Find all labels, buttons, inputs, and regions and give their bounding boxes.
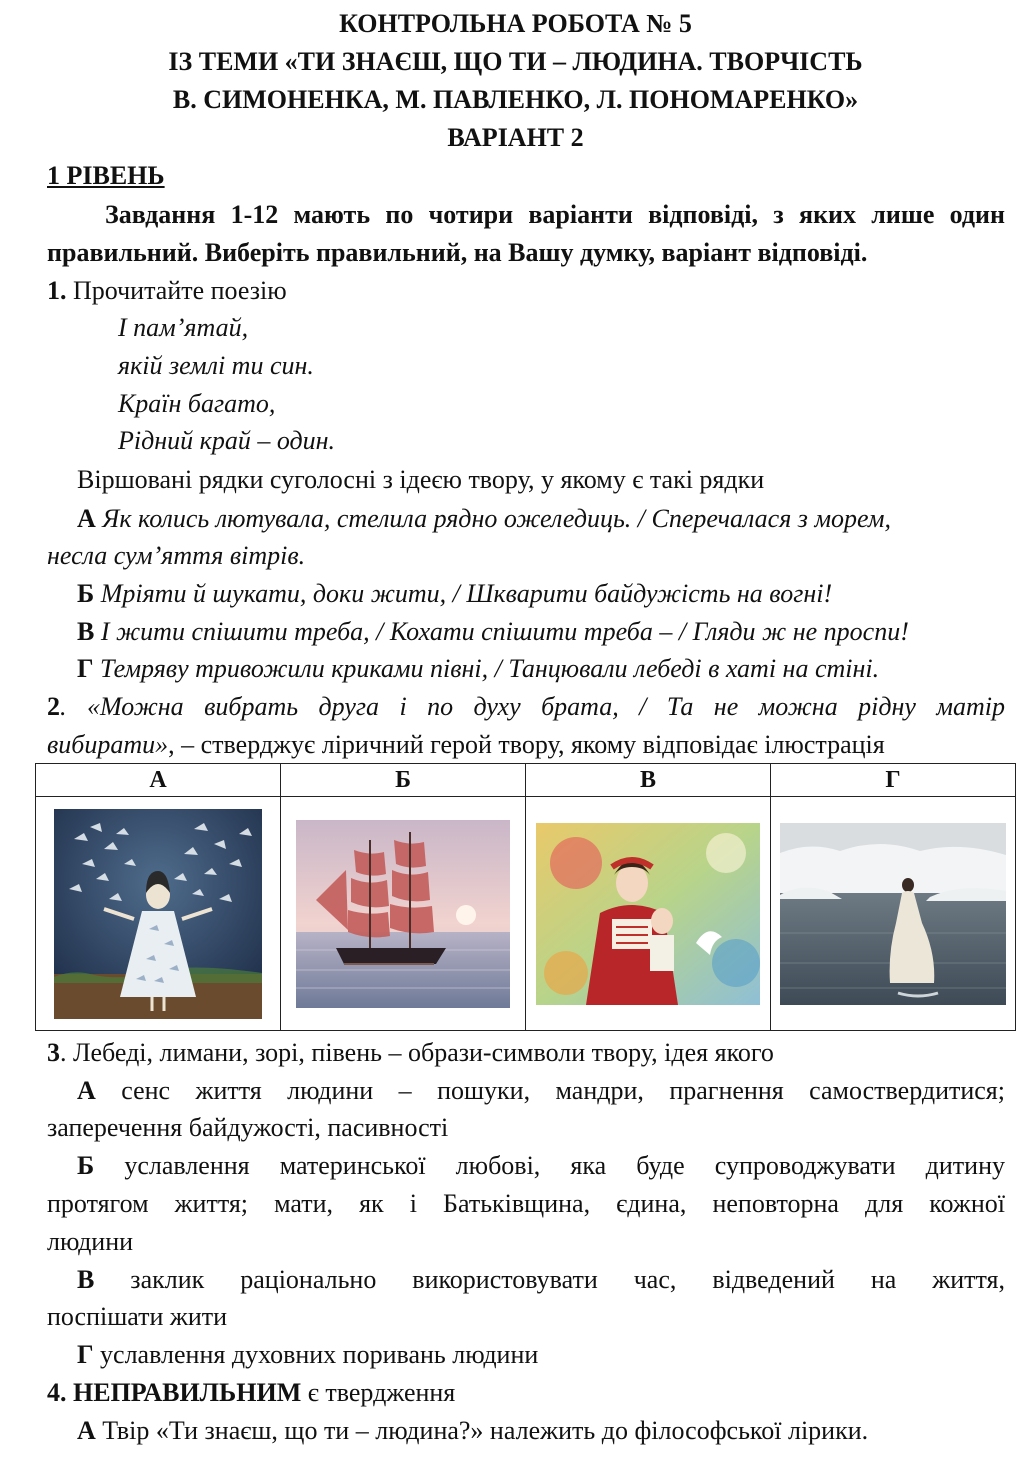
q4-stem-text: є твердження [301, 1378, 456, 1407]
q1-stem: Віршовані рядки суголосні з ідеєю твору, у якому є такі рядки [77, 465, 765, 494]
q1-option-a-text: Як колись лютувала, стелила рядно ожеледиць. / Сперечалася з морем, [95, 504, 892, 533]
q1-option-b-letter: Б [77, 579, 95, 608]
q3-option-b-line-1 [77, 1153, 1005, 1179]
column-a-header: А [36, 764, 281, 797]
illustration-cell-g[interactable] [771, 797, 1016, 1031]
q2-line-1-text [47, 694, 1005, 720]
q4-number: 4. НЕПРАВИЛЬНИМ [47, 1378, 302, 1407]
q3-option-b-line-2: протягом життя; мати, як і Батьківщина, єдина, неповторна для кожної [47, 1189, 1005, 1218]
q3-number: 3 [47, 1038, 60, 1067]
column-g-header: Г [771, 764, 1016, 797]
illustration-cell-a[interactable] [36, 797, 281, 1031]
title-line-4: ВАРІАНТ 2 [447, 123, 584, 152]
illustration-cell-v[interactable] [526, 797, 771, 1031]
q1-option-g-text: Темряву тривожили криками півні, / Танцювали лебеді в хаті на стіні. [93, 654, 880, 683]
q3-stem [47, 1040, 774, 1066]
illustration-b-sailing-ship [296, 820, 510, 1008]
level-heading: 1 РІВЕНЬ [47, 161, 165, 190]
q2-line-1 [47, 694, 1005, 720]
illustration-table [35, 763, 1016, 1031]
q2-quote-end: вибирати» [47, 730, 169, 759]
q3-option-v-letter: В [77, 1265, 95, 1294]
q3-option-v-line-2: поспішати жити [47, 1302, 228, 1331]
poem-line-2: якій землі ти син. [118, 351, 314, 380]
q1-option-a[interactable] [77, 506, 891, 532]
illustration-v-mother-and-child [536, 823, 760, 1005]
instruction-line-2: правильний. Виберіть правильний, на Вашу думку, варіант відповіді. [47, 238, 868, 267]
q3-option-a[interactable] [47, 1078, 1005, 1104]
q3-stem-text: . Лебеді, лимани, зорі, півень – образи-символи твору, ідея якого [60, 1038, 774, 1067]
illustration-image-row [36, 797, 1016, 1031]
q4-option-a[interactable] [77, 1418, 868, 1444]
column-b-header: Б [281, 764, 526, 797]
poem-line-4: Рідний край – один. [118, 426, 336, 455]
q1-option-b-text: Мріяти й шукати, доки жити, / Шкварити байдужість на вогні! [94, 579, 833, 608]
title-line-3: В. СИМОНЕНКА, М. ПАВЛЕНКО, Л. ПОНОМАРЕНКО» [172, 85, 859, 114]
q3-option-b[interactable] [47, 1153, 1005, 1179]
q4-option-a-letter: А [77, 1416, 96, 1445]
q3-option-a-text: сенс життя людини – пошуки, мандри, прагнення самоствердитися; [95, 1076, 1005, 1105]
q3-option-g-letter: Г [77, 1340, 94, 1369]
poem-line-1: І пам’ятай, [118, 313, 249, 342]
q1-option-b[interactable] [77, 581, 832, 607]
q4-stem [47, 1380, 455, 1406]
q3-option-a-letter: А [77, 1076, 96, 1105]
q1-option-a-letter: А [77, 504, 96, 533]
q2-quote: . «Можна вибрать друга і по духу брата, / Та не можна рідну матір [60, 692, 1005, 721]
q4-option-a-text: Твір «Ти знаєш, що ти – людина?» належить до філософської лірики. [95, 1416, 869, 1445]
q3-option-a-line-1 [77, 1078, 1005, 1104]
q3-option-b-text: уславлення материнської любові, яка буде супроводжувати дитину [94, 1151, 1005, 1180]
q1-option-v-letter: В [77, 617, 95, 646]
title-line-1: КОНТРОЛЬНА РОБОТА № 5 [339, 9, 692, 38]
q1-option-g[interactable] [77, 656, 879, 682]
q3-option-b-line-3: людини [47, 1227, 134, 1256]
q2-line-2 [47, 732, 885, 758]
title-line-2: ІЗ ТЕМИ «ТИ ЗНАЄШ, ЩО ТИ – ЛЮДИНА. ТВОРЧІСТЬ [168, 47, 863, 76]
q2-number: 2 [47, 692, 60, 721]
poem-line-3: Країн багато, [118, 389, 276, 418]
column-v-header: В [526, 764, 771, 797]
instruction-line-1 [47, 202, 1005, 228]
q3-option-a-line-2: заперечення байдужості, пасивності [47, 1113, 449, 1142]
q1-option-a-line-2: несла сум’яття вітрів. [47, 541, 306, 570]
q3-option-b-letter: Б [77, 1151, 95, 1180]
illustration-g-woman-by-the-ice [780, 823, 1006, 1005]
q2-stem: , – стверджує ліричний герой твору, якому відповідає ілюстрація [168, 730, 885, 759]
q1-option-v[interactable] [77, 619, 909, 645]
q3-option-v-line-1 [77, 1267, 1005, 1293]
q3-option-v-text: заклик раціонально використовувати час, відведений на життя, [94, 1265, 1005, 1294]
illustration-cell-b[interactable] [281, 797, 526, 1031]
q3-option-g[interactable] [77, 1342, 538, 1368]
q1-prompt [47, 278, 287, 304]
q1-number: 1. [47, 276, 67, 305]
q3-option-v[interactable] [47, 1267, 1005, 1293]
q1-prompt-text: Прочитайте поезію [66, 276, 287, 305]
q1-option-g-letter: Г [77, 654, 94, 683]
q3-option-g-text: уславлення духовних поривань людини [93, 1340, 539, 1369]
q3-option-b-line-2-wrap [47, 1191, 1005, 1217]
q1-option-v-text: І жити спішити треба, / Кохати спішити треба – / Гляди ж не проспи! [94, 617, 909, 646]
instruction-text-1: Завдання 1-12 мають по чотири варіанти відповіді, з яких лише один [105, 200, 1005, 229]
illustration-a-girl-with-birds [54, 809, 262, 1019]
illustration-header-row [36, 764, 1016, 797]
